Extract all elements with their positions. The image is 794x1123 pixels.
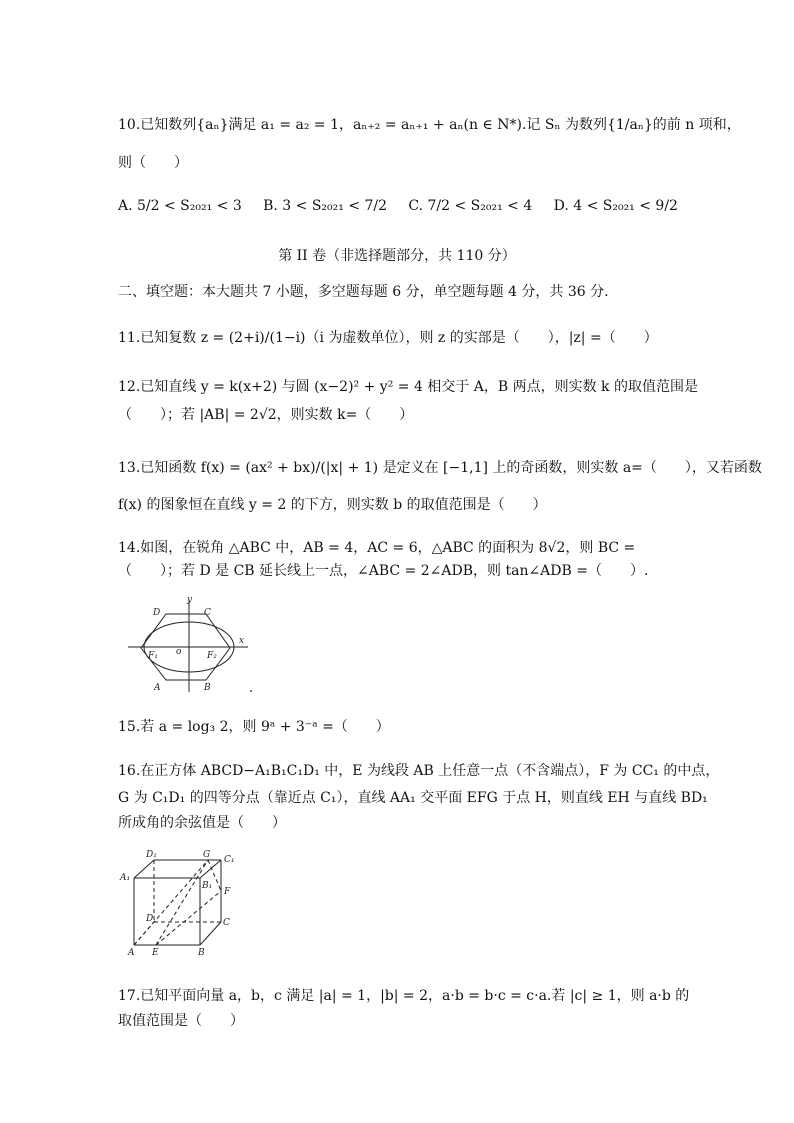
q10-option-c: C. 7/2 < S₂₀₂₁ < 4 bbox=[408, 198, 533, 214]
fig2-label-a: A bbox=[128, 948, 135, 957]
q12-line1: 12.已知直线 y = k(x+2) 与圆 (x−2)² + y² = 4 相交于 A，B 两点，则实数 k 的取值范围是 bbox=[118, 379, 698, 395]
fig2-label-d: D bbox=[146, 914, 154, 924]
q17-line1: 17.已知平面向量 a，b，c 满足 |a| = 1，|b| = 2，a·b = b·c = c·a.若 |c| ≥ 1，则 a·b 的 bbox=[118, 988, 690, 1004]
q10-line1: 10.已知数列{aₙ}满足 a₁ = a₂ = 1，aₙ₊₂ = aₙ₊₁ + aₙ(n ∈ N*).记 Sₙ 为数列{1/aₙ}的前 n 项和， bbox=[118, 117, 741, 133]
cube-figure bbox=[118, 845, 248, 957]
fig2-label-d1: D₁ bbox=[146, 850, 157, 860]
q10-option-a: A. 5/2 < S₂₀₂₁ < 3 bbox=[118, 198, 242, 214]
q14-line1: 14.如图，在锐角 △ABC 中，AB = 4，AC = 6，△ABC 的面积为 8√2，则 BC = bbox=[118, 540, 636, 556]
q12-line2: （ ）；若 |AB| = 2√2，则实数 k=（ ） bbox=[118, 407, 414, 423]
fig2-label-c1: C₁ bbox=[224, 855, 235, 865]
fig2-label-e: E bbox=[152, 948, 159, 957]
fig2-label-b1: B₁ bbox=[202, 881, 213, 891]
fig1-label-x: x bbox=[239, 636, 245, 646]
q17-line2: 取值范围是（ ） bbox=[118, 1013, 244, 1029]
ellipse-hexagon-figure bbox=[118, 592, 258, 697]
q10-line2: 则（ ） bbox=[118, 155, 188, 171]
q13-line2: f(x) 的图象恒在直线 y = 2 的下方，则实数 b 的取值范围是（ ） bbox=[118, 497, 547, 513]
q16-line3: 所成角的余弦值是（ ） bbox=[118, 815, 286, 831]
q10-options bbox=[118, 198, 678, 214]
fig1-label-b: B bbox=[204, 683, 211, 693]
q10-option-d: D. 4 < S₂₀₂₁ < 9/2 bbox=[553, 198, 678, 214]
section2-heading: 二、填空题：本大题共 7 小题，多空题每题 6 分，单空题每题 4 分，共 36 分. bbox=[118, 284, 609, 300]
fig2-label-g: G bbox=[203, 850, 211, 860]
fig1-label-y: y bbox=[187, 595, 193, 605]
section-title: 第 II 卷（非选择题部分，共 110 分） bbox=[278, 248, 516, 264]
fig1-label-d: D bbox=[153, 608, 161, 618]
fig2-label-a1: A₁ bbox=[120, 873, 131, 883]
fig2-label-f: F bbox=[224, 887, 231, 897]
q14-line2: （ ）；若 D 是 CB 延长线上一点，∠ABC = 2∠ADB，则 tan∠ADB =（ ）. bbox=[118, 563, 649, 579]
fig2-label-c: C bbox=[223, 918, 230, 928]
q15-line1: 15.若 a = log₃ 2，则 9ᵃ + 3⁻ᵃ =（ ） bbox=[118, 719, 390, 735]
fig1-label-f1: F₁ bbox=[148, 651, 158, 661]
q16-line2: G 为 C₁D₁ 的四等分点（靠近点 C₁），直线 AA₁ 交平面 EFG 于点 H，则直线 EH 与直线 BD₁ bbox=[118, 790, 708, 806]
fig1-label-a: A bbox=[154, 683, 161, 693]
fig1-label-f2: F₂ bbox=[207, 651, 217, 661]
q11-line1: 11.已知复数 z = (2+i)/(1−i)（i 为虚数单位），则 z 的实部是（ ），|z| =（ ） bbox=[118, 330, 658, 346]
fig1-label-o: o bbox=[176, 647, 182, 657]
fig2-label-b: B bbox=[198, 948, 205, 957]
q10-option-b: B. 3 < S₂₀₂₁ < 7/2 bbox=[263, 198, 388, 214]
q16-line1: 16.在正方体 ABCD−A₁B₁C₁D₁ 中，E 为线段 AB 上任意一点（不含端点），F 为 CC₁ 的中点， bbox=[118, 763, 720, 779]
fig1-label-c: C bbox=[204, 608, 211, 618]
q13-line1: 13.已知函数 f(x) = (ax² + bx)/(|x| + 1) 是定义在 [−1,1] 上的奇函数，则实数 a=（ ），又若函数 bbox=[118, 460, 762, 476]
stray-dot bbox=[250, 690, 252, 692]
